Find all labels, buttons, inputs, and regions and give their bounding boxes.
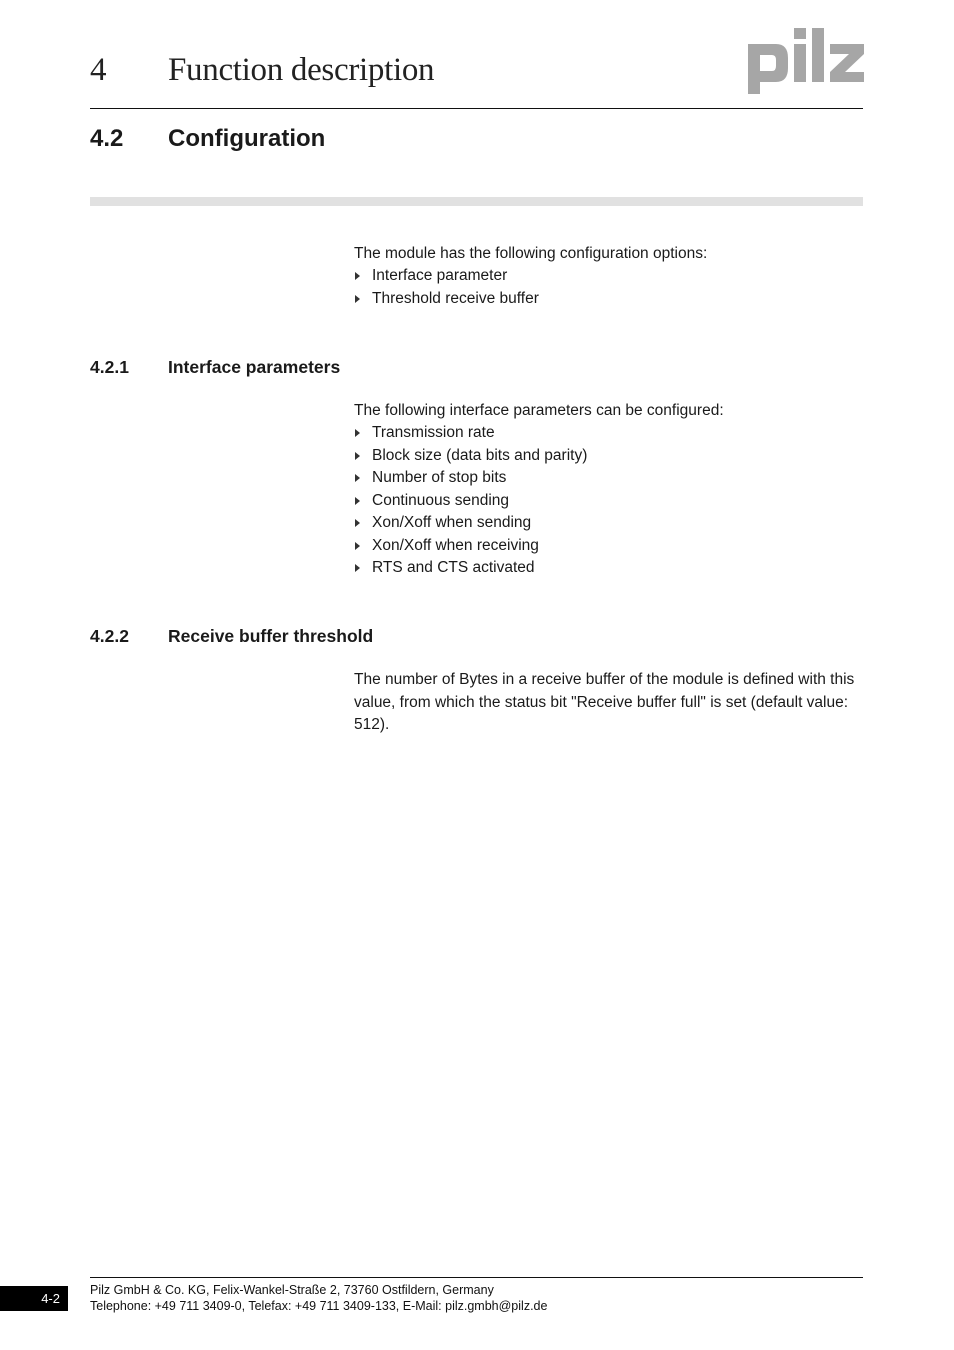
- list-item: Interface parameter: [354, 265, 539, 288]
- bullet-icon: [355, 519, 360, 527]
- bullet-icon: [355, 272, 360, 280]
- section-number: 4.2: [90, 125, 124, 152]
- footer-contact: Telephone: +49 711 3409-0, Telefax: +49 711 3409-133, E-Mail: pilz.gmbh@pilz.de: [90, 1299, 548, 1313]
- bullet-icon: [355, 564, 360, 572]
- config-options-list: [354, 265, 539, 310]
- interface-parameters-list: [354, 422, 587, 580]
- subsection-2-number: 4.2.2: [90, 626, 129, 646]
- chapter-title: Function description: [168, 52, 435, 88]
- list-item: Number of stop bits: [354, 467, 587, 490]
- page-number: 4-2: [0, 1286, 68, 1311]
- list-item: RTS and CTS activated: [354, 557, 587, 580]
- section-title: Configuration: [168, 125, 326, 152]
- bullet-icon: [355, 474, 360, 482]
- section-intro: The module has the following configuration options:: [354, 245, 708, 262]
- bullet-icon: [355, 542, 360, 550]
- section-bar: [90, 197, 863, 206]
- list-item: Xon/Xoff when receiving: [354, 535, 587, 558]
- bullet-icon: [355, 429, 360, 437]
- pilz-logo: [748, 28, 864, 99]
- subsection-1-number: 4.2.1: [90, 357, 129, 377]
- list-item: Xon/Xoff when sending: [354, 512, 587, 535]
- list-item: Block size (data bits and parity): [354, 445, 587, 468]
- chapter-number: 4: [90, 52, 107, 88]
- bullet-icon: [355, 497, 360, 505]
- subsection-1-intro: The following interface parameters can be configured:: [354, 402, 724, 419]
- logo-text: [864, 28, 865, 29]
- subsection-2-title: Receive buffer threshold: [168, 626, 374, 646]
- bullet-icon: [355, 452, 360, 460]
- footer-address: Pilz GmbH & Co. KG, Felix-Wankel-Straße 2, 73760 Ostfildern, Germany: [90, 1283, 494, 1297]
- list-item: Transmission rate: [354, 422, 587, 445]
- list-item: Threshold receive buffer: [354, 288, 539, 311]
- list-item: Continuous sending: [354, 490, 587, 513]
- bullet-icon: [355, 295, 360, 303]
- subsection-2-body: The number of Bytes in a receive buffer of the module is defined with this value, from which the status bit "Receive buffer full" is set (default value: 512).: [354, 671, 855, 733]
- header-divider: [90, 108, 863, 109]
- subsection-1-title: Interface parameters: [168, 357, 341, 377]
- footer-divider: [90, 1277, 863, 1278]
